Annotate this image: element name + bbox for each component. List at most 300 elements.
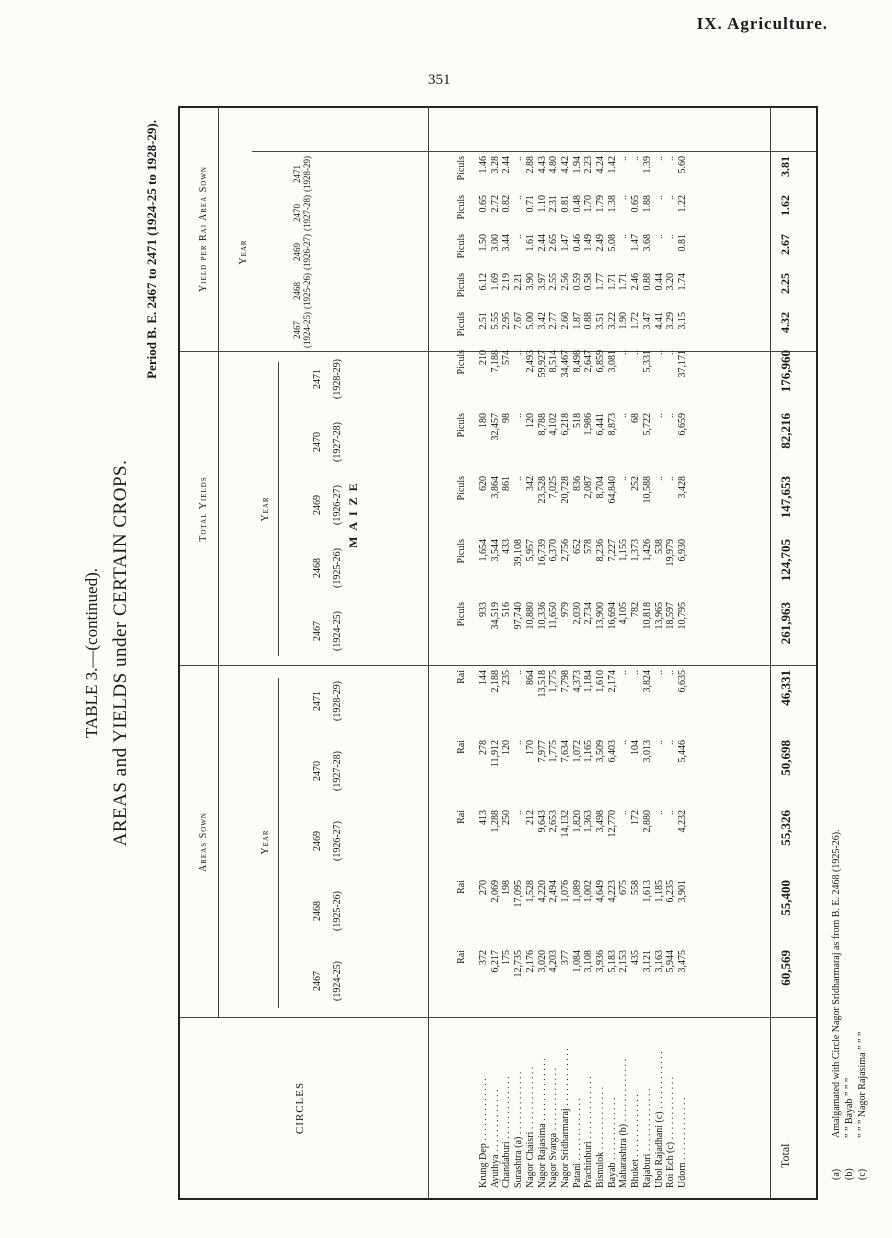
table-cell: 4,223 — [606, 880, 618, 903]
areas-year-label: Year — [260, 829, 271, 855]
table-cell: 14,132 — [559, 810, 571, 838]
table-cell: 104 — [630, 740, 642, 755]
unit-rai: Rai — [456, 950, 467, 964]
unit-rai: Rai — [456, 810, 467, 824]
table-cell: 16,739 — [536, 539, 548, 567]
table-cell: 1,613 — [641, 880, 653, 903]
table-cell: 2,653 — [548, 810, 560, 833]
table-cell: 5.08 — [606, 234, 618, 252]
table-cell: 435 — [630, 950, 642, 965]
table-cell: 3,108 — [583, 950, 595, 973]
table-cell: 4,220 — [536, 880, 548, 903]
table-cell: 1.74 — [676, 273, 688, 291]
table-cell: 120 — [524, 413, 536, 428]
table-cell: 8,788 — [536, 413, 548, 436]
table-cell: 0.82 — [501, 195, 513, 213]
area-year-ad: (1928-29) — [332, 681, 343, 721]
table-cell: 2.23 — [583, 156, 595, 174]
table-cell: 210 — [478, 350, 489, 365]
table-cell: 5.55 — [489, 312, 501, 330]
table-cell: 7,977 — [536, 740, 548, 763]
total-area: 55,400 — [778, 880, 793, 916]
table-cell: 4,105 — [618, 602, 630, 625]
yield-column — [478, 602, 689, 660]
table-cell: 9,643 — [536, 810, 548, 833]
yield-year-ad: (1926-27) — [332, 485, 343, 525]
table-cell: .. — [653, 740, 665, 745]
area-year-ad: (1925-26) — [332, 891, 343, 931]
table-cell: 2,153 — [618, 950, 630, 973]
table-cell: 2.95 — [501, 312, 513, 330]
table-cell: .. — [665, 195, 677, 200]
total-area: 55,326 — [778, 810, 793, 846]
table-cell: 933 — [478, 602, 489, 617]
yield-per-heading: Yield per Rai Area Sown — [198, 166, 209, 293]
table-cell: .. — [618, 350, 630, 355]
table-cell: 64,840 — [606, 476, 618, 504]
table-cell: 8,236 — [595, 539, 607, 562]
table-cell: 270 — [478, 880, 489, 895]
table-cell: .. — [665, 234, 677, 239]
table-cell: .. — [653, 413, 665, 418]
circle-names — [478, 1048, 689, 1188]
unit-rai: Rai — [456, 670, 467, 684]
footnote-key: (b) — [844, 1168, 855, 1180]
table-cell: 2.60 — [559, 312, 571, 330]
table-cell: 3.90 — [524, 273, 536, 291]
table-cell: 0.46 — [571, 234, 583, 252]
table-cell: 17,095 — [513, 880, 525, 908]
table-cell: 7,227 — [606, 539, 618, 562]
unit-piculs: Piculs — [456, 602, 467, 627]
table-cell: 342 — [524, 476, 536, 491]
table-cell: 8,514 — [548, 350, 560, 373]
circle-name: Ubol Rajadhani (c) . . . — [654, 1048, 666, 1188]
table-cell: 2,069 — [489, 880, 501, 903]
table-cell: 2.56 — [559, 273, 571, 291]
area-year-ad: (1924-25) — [332, 961, 343, 1001]
table-cell: 2,734 — [583, 602, 595, 625]
area-column — [478, 670, 689, 732]
table-cell: .. — [653, 195, 665, 200]
table-cell: .. — [665, 810, 677, 815]
table-cell: 1,654 — [478, 539, 489, 562]
circle-name: Roi Ech (c) . . . — [665, 1048, 677, 1188]
table-cell: 3.44 — [501, 234, 513, 252]
area-year-ad: (1926-27) — [332, 821, 343, 861]
table-cell: 1.10 — [536, 195, 548, 213]
unit-rai: Rai — [456, 880, 467, 894]
table-cell: .. — [665, 476, 677, 481]
yield-year-be: 2467 — [312, 621, 323, 641]
table-cell: 2.31 — [548, 195, 560, 213]
unit-piculs: Piculs — [456, 312, 467, 337]
table-cell: 13,900 — [595, 602, 607, 630]
table-cell: 2,756 — [559, 539, 571, 562]
table-cell: .. — [665, 156, 677, 161]
yield-per-column — [478, 156, 689, 192]
table-cell: 1,076 — [559, 880, 571, 903]
table-cell: .. — [665, 740, 677, 745]
table-cell: 0.65 — [478, 195, 489, 213]
table-cell: 120 — [501, 740, 513, 755]
table-cell: 0.65 — [630, 195, 642, 213]
total-yield: 147,653 — [778, 476, 793, 519]
table-cell: 0.59 — [571, 273, 583, 291]
table-cell: 13,518 — [536, 670, 548, 698]
table-cell: 180 — [478, 413, 489, 428]
yp-year: 2469 (1926-27) — [292, 234, 312, 270]
areas-heading: Areas Sown — [198, 812, 209, 872]
table-cell: 2,493 — [524, 350, 536, 373]
table-cell: 6,859 — [595, 350, 607, 373]
table-cell: 1.42 — [606, 156, 618, 174]
table-cell: 1,185 — [653, 880, 665, 903]
yield-per-column — [478, 273, 689, 309]
table-cell: 2.55 — [548, 273, 560, 291]
area-year-be: 2467 — [312, 971, 323, 991]
circle-name: Chandaburi . . . — [501, 1048, 513, 1188]
table-cell: 3,936 — [595, 950, 607, 973]
table-cell: 2.65 — [548, 234, 560, 252]
table-cell: 5.00 — [524, 312, 536, 330]
table-cell: .. — [665, 413, 677, 418]
table-cell: 1,610 — [595, 670, 607, 693]
table-cell: 3.15 — [676, 312, 688, 330]
table-cell: 1.49 — [583, 234, 595, 252]
table-cell: .. — [630, 670, 642, 675]
footnote-key: (c) — [857, 1168, 868, 1180]
table-cell: 5,446 — [676, 740, 688, 763]
table-cell: .. — [653, 810, 665, 815]
table-cell: 1.39 — [641, 156, 653, 174]
table-cell: 1,528 — [524, 880, 536, 903]
table-cell: .. — [513, 413, 525, 418]
table-cell: 10,336 — [536, 602, 548, 630]
table-cell: 8,704 — [595, 476, 607, 499]
table-cell: .. — [653, 156, 665, 161]
table-cell: .. — [653, 476, 665, 481]
unit-piculs: Piculs — [456, 413, 467, 438]
table-cell: 1,426 — [641, 539, 653, 562]
table-cell: 10,588 — [641, 476, 653, 504]
table-cell: .. — [618, 670, 630, 675]
table-cell: 979 — [559, 602, 571, 617]
table-cell: 372 — [478, 950, 489, 965]
unit-rai: Rai — [456, 740, 467, 754]
page-number: 351 — [428, 72, 451, 88]
table-cell: 2,087 — [583, 476, 595, 499]
total-yield-per: 1.62 — [778, 195, 792, 216]
table-cell: 34,519 — [489, 602, 501, 630]
area-year-be: 2468 — [312, 901, 323, 921]
table-cell: 7,025 — [548, 476, 560, 499]
area-column — [478, 810, 689, 872]
table-cell: 4.41 — [653, 312, 665, 330]
table-cell: 59,927 — [536, 350, 548, 378]
table-cell: 1,084 — [571, 950, 583, 973]
table-cell: 1.71 — [618, 273, 630, 291]
table-cell: 3,544 — [489, 539, 501, 562]
yp-year-label: Year — [238, 239, 249, 265]
table-cell: 413 — [478, 810, 489, 825]
table-cell: .. — [630, 350, 642, 355]
area-year-be: 2469 — [312, 831, 323, 851]
table-cell: 11,650 — [548, 602, 560, 630]
table-cell: 1,820 — [571, 810, 583, 833]
table-cell: 3,824 — [641, 670, 653, 693]
table-cell: 3,509 — [595, 740, 607, 763]
circle-name: Nagor Rajasima . . . — [537, 1048, 549, 1188]
table-cell: 4,373 — [571, 670, 583, 693]
table-cell: 0.44 — [653, 273, 665, 291]
table-cell: 6,403 — [606, 740, 618, 763]
table-cell: 1,373 — [630, 539, 642, 562]
yield-per-column — [478, 195, 689, 231]
table-cell: 18,597 — [665, 602, 677, 630]
table-cell: 1,072 — [571, 740, 583, 763]
table-cell: 7,634 — [559, 740, 571, 763]
table-cell: 4,102 — [548, 413, 560, 436]
table-cell: .. — [513, 156, 525, 161]
table-cell: 2.21 — [513, 273, 525, 291]
table-cell: 3.97 — [536, 273, 548, 291]
yield-year-ad: (1927-28) — [332, 422, 343, 462]
table-cell: 1.79 — [595, 195, 607, 213]
table-cell: 10,795 — [676, 602, 688, 630]
unit-piculs: Piculs — [456, 195, 467, 220]
circles-heading: CIRCLES — [294, 1081, 306, 1135]
table-cell: 235 — [501, 670, 513, 685]
table-cell: .. — [513, 740, 525, 745]
table-cell: 574 — [501, 350, 513, 365]
table-cell: 6,370 — [548, 539, 560, 562]
table-cell: 3,498 — [595, 810, 607, 833]
table-cell: 3.29 — [665, 312, 677, 330]
circle-name: Bisnulok . . . — [595, 1048, 607, 1188]
table-cell: 1.72 — [630, 312, 642, 330]
circle-name: Ayuthya . . . — [490, 1048, 502, 1188]
table-cell: 1,184 — [583, 670, 595, 693]
table-cell: 32,457 — [489, 413, 501, 441]
yp-year: 2467 (1924-25) — [292, 312, 312, 348]
circle-name: Surashtra (a) . . . — [513, 1048, 525, 1188]
table-cell: 37,171 — [676, 350, 688, 378]
yield-year-ad: (1925-26) — [332, 548, 343, 588]
table-cell: 620 — [478, 476, 489, 491]
area-year-be: 2470 — [312, 761, 323, 781]
total-label: Total — [778, 1143, 792, 1168]
table-cell: 4.24 — [595, 156, 607, 174]
footnote — [843, 829, 856, 1180]
table-cell: .. — [618, 476, 630, 481]
unit-piculs: Piculs — [456, 273, 467, 298]
table-cell: 1.77 — [595, 273, 607, 291]
table-cell: 12,735 — [513, 950, 525, 978]
circle-name: Krung Dep . . . — [478, 1048, 490, 1188]
yp-year: 2468 (1925-26) — [292, 273, 312, 309]
circle-name: Patani . . . — [572, 1048, 584, 1188]
table-cell: .. — [513, 810, 525, 815]
table-cell: 3.51 — [595, 312, 607, 330]
table-cell: 8,873 — [606, 413, 618, 436]
unit-piculs: Piculs — [456, 234, 467, 259]
total-area: 50,698 — [778, 740, 793, 776]
circle-name: Udorn . . . — [677, 1048, 689, 1188]
table-cell: 172 — [630, 810, 642, 825]
table-cell: 0.71 — [524, 195, 536, 213]
table-cell: 6,235 — [665, 880, 677, 903]
unit-piculs: Piculs — [456, 476, 467, 501]
table-cell: 3,013 — [641, 740, 653, 763]
total-yield-per: 3.81 — [778, 156, 792, 177]
table-cell: 0.88 — [583, 312, 595, 330]
table-title: AREAS and YIELDS under CERTAIN CROPS. — [110, 459, 131, 847]
table-cell: .. — [618, 195, 630, 200]
table-cell: 558 — [630, 880, 642, 895]
footnote-text: ” ” ” Nagor Rajasima ” ” ” — [857, 1031, 868, 1138]
unit-piculs: Piculs — [456, 539, 467, 564]
table-cell: 3,901 — [676, 880, 688, 903]
yield-year-be: 2470 — [312, 432, 323, 452]
table-cell: 1,986 — [583, 413, 595, 436]
table-cell: 3,020 — [536, 950, 548, 973]
table-cell: 5,722 — [641, 413, 653, 436]
table-cell: 3,163 — [653, 950, 665, 973]
table-cell: 1.94 — [571, 156, 583, 174]
table-cell: 2.19 — [501, 273, 513, 291]
table-cell: .. — [618, 740, 630, 745]
total-yield: 176,960 — [778, 350, 793, 393]
area-year-be: 2471 — [312, 691, 323, 711]
total-yield-per: 4.32 — [778, 312, 792, 333]
table-cell: 97,740 — [513, 602, 525, 630]
table-cell: 675 — [618, 880, 630, 895]
table-cell: 2,188 — [489, 670, 501, 693]
table-cell: 7,188 — [489, 350, 501, 373]
table-cell: 836 — [571, 476, 583, 491]
unit-piculs: Piculs — [456, 350, 467, 375]
table-cell: 23,528 — [536, 476, 548, 504]
table-cell: 20,728 — [559, 476, 571, 504]
table-cell: .. — [653, 234, 665, 239]
table-cell: 4,232 — [676, 810, 688, 833]
table-cell: 782 — [630, 602, 642, 617]
table-cell: 170 — [524, 740, 536, 755]
yield-year-be: 2468 — [312, 558, 323, 578]
table-cell: 2,176 — [524, 950, 536, 973]
circle-name: Nagor Sridharmaraj . . . — [560, 1048, 572, 1188]
table-cell: .. — [513, 670, 525, 675]
table-cell: 1,363 — [583, 810, 595, 833]
total-yield-per: 2.67 — [778, 234, 792, 255]
table-cell: 250 — [501, 810, 513, 825]
table-cell: 144 — [478, 670, 489, 685]
table-cell: 3.20 — [665, 273, 677, 291]
table-cell: 6,441 — [595, 413, 607, 436]
table-cell: 39,108 — [513, 539, 525, 567]
yield-year-ad: (1928-29) — [332, 359, 343, 399]
table-cell: 1.61 — [524, 234, 536, 252]
table-cell: 3,475 — [676, 950, 688, 973]
table-cell: 516 — [501, 602, 513, 617]
table-cell: 5,957 — [524, 539, 536, 562]
table-cell: .. — [513, 234, 525, 239]
table-cell: 1.70 — [583, 195, 595, 213]
table-cell: 1,775 — [548, 670, 560, 693]
circle-name: Bhuket . . . — [630, 1048, 642, 1188]
table-cell: 433 — [501, 539, 513, 554]
table-cell: .. — [618, 413, 630, 418]
table-cell: 861 — [501, 476, 513, 491]
circle-name: Nagor Chaisri . . . — [525, 1048, 537, 1188]
table-cell: .. — [618, 234, 630, 239]
table-cell: 0.81 — [559, 195, 571, 213]
table-frame — [178, 106, 818, 1200]
table-cell: .. — [665, 350, 677, 355]
table-period: Period B. E. 2467 to 2471 (1924-25 to 1928-29). — [144, 120, 159, 379]
table-cell: 1,288 — [489, 810, 501, 833]
circle-name: Prachinburi . . . — [583, 1048, 595, 1188]
table-cell: 518 — [571, 413, 583, 428]
table-cell: 578 — [583, 539, 595, 554]
footnote-key: (a) — [831, 1168, 842, 1180]
table-cell: 6,930 — [676, 539, 688, 562]
table-cell: .. — [618, 810, 630, 815]
table-cell: 3.28 — [489, 156, 501, 174]
table-cell: 10,880 — [524, 602, 536, 630]
footnote — [856, 829, 869, 1180]
table-number: TABLE 3.—(continued). — [82, 567, 101, 739]
yield-column — [478, 350, 689, 408]
table-cell: 3.68 — [641, 234, 653, 252]
yield-year-be: 2469 — [312, 495, 323, 515]
table-cell: 4,203 — [548, 950, 560, 973]
table-cell: 10,818 — [641, 602, 653, 630]
yield-column — [478, 413, 689, 471]
table-cell: 6,635 — [676, 670, 688, 693]
table-cell: 7.67 — [513, 312, 525, 330]
table-cell: 1.71 — [606, 273, 618, 291]
table-cell: 6,659 — [676, 413, 688, 436]
table-cell: 3,428 — [676, 476, 688, 499]
table-cell: 8,498 — [571, 350, 583, 373]
table-cell: 1.90 — [618, 312, 630, 330]
yields-year-label: Year — [260, 496, 271, 522]
table-cell: 1,089 — [571, 880, 583, 903]
table-cell: 2,174 — [606, 670, 618, 693]
table-cell: 212 — [524, 810, 536, 825]
circle-name: Rajaburi . . . — [642, 1048, 654, 1188]
table-cell: 2,880 — [641, 810, 653, 833]
table-cell: 2.44 — [501, 156, 513, 174]
footnote — [830, 829, 843, 1180]
table-cell: 864 — [524, 670, 536, 685]
table-cell: 2.72 — [489, 195, 501, 213]
circle-name: Maharashtra (b) . . . — [618, 1048, 630, 1188]
table-cell: .. — [665, 670, 677, 675]
table-cell: 6.12 — [478, 273, 489, 291]
unit-piculs: Piculs — [456, 156, 467, 181]
table-cell: 2.88 — [524, 156, 536, 174]
table-cell: 538 — [653, 539, 665, 554]
table-cell: .. — [653, 350, 665, 355]
table-cell: 0.48 — [571, 195, 583, 213]
table-cell: 4,649 — [595, 880, 607, 903]
table-cell: 11,912 — [489, 740, 501, 768]
table-cell: 16,694 — [606, 602, 618, 630]
yield-column — [478, 539, 689, 597]
